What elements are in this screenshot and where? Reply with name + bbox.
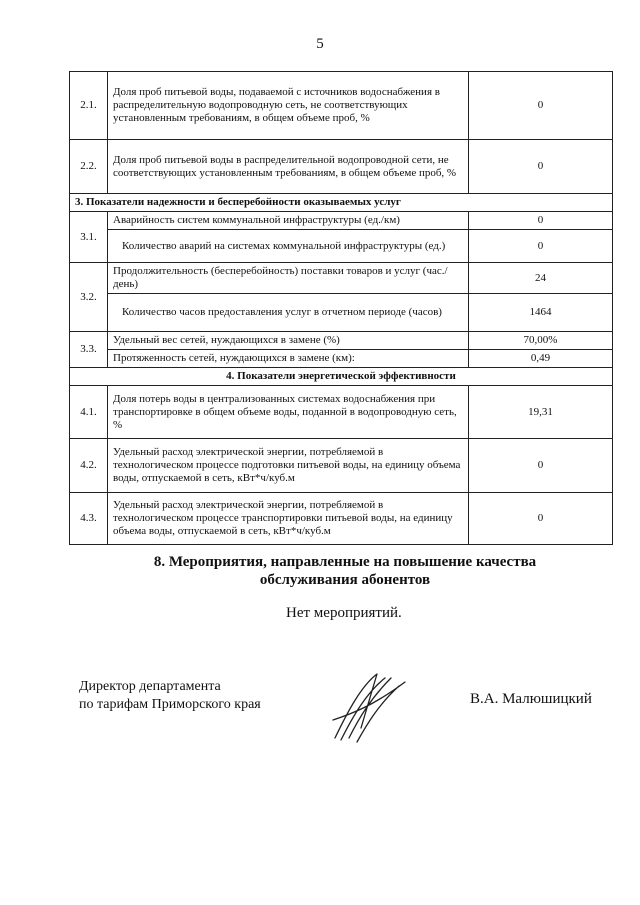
handwritten-signature bbox=[327, 668, 417, 748]
table-row bbox=[70, 263, 613, 294]
section-3-title: 3. Показатели надежности и бесперебойности оказываемых услуг bbox=[70, 194, 613, 212]
table-row bbox=[70, 230, 613, 263]
table-row bbox=[70, 350, 613, 368]
row-value: 70,00% bbox=[469, 332, 613, 350]
row-number: 2.1. bbox=[70, 72, 108, 140]
table-row bbox=[70, 140, 613, 194]
signatory-position bbox=[79, 678, 261, 714]
row-value: 24 bbox=[469, 263, 613, 294]
table-row bbox=[70, 493, 613, 545]
row-description: Продолжительность (бесперебойность) поставки товаров и услуг (час./день) bbox=[108, 263, 469, 294]
table-row bbox=[70, 332, 613, 350]
indicators-table bbox=[69, 71, 613, 545]
page-number: 5 bbox=[316, 36, 324, 52]
table-row bbox=[70, 212, 613, 230]
row-value: 0 bbox=[469, 493, 613, 545]
row-value: 0 bbox=[469, 230, 613, 263]
section-header bbox=[70, 194, 613, 212]
section-8-heading bbox=[0, 553, 640, 589]
row-value: 0 bbox=[469, 140, 613, 194]
row-description: Доля потерь воды в централизованных системах водоснабжения при транспортировке в общем объеме воды, поданной в водопроводную сеть, % bbox=[108, 386, 469, 439]
table-row bbox=[70, 439, 613, 493]
row-description: Аварийность систем коммунальной инфраструктуры (ед./км) bbox=[108, 212, 469, 230]
row-description: Количество часов предоставления услуг в отчетном периоде (часов) bbox=[108, 294, 469, 332]
no-measures-text: Нет мероприятий. bbox=[286, 605, 402, 621]
row-description: Удельный расход электрической энергии, потребляемой в технологическом процессе подготовки питьевой воды, на единицу объема воды, отпускаемой в сеть, кВт*ч/куб.м bbox=[108, 439, 469, 493]
section-8-heading-line1: 8. Мероприятия, направленные на повышение качества bbox=[153, 554, 537, 570]
row-value: 0 bbox=[469, 72, 613, 140]
row-value: 19,31 bbox=[469, 386, 613, 439]
row-description: Удельный вес сетей, нуждающихся в замене (%) bbox=[108, 332, 469, 350]
row-number: 4.1. bbox=[70, 386, 108, 439]
row-number: 3.3. bbox=[70, 332, 108, 368]
row-number: 4.3. bbox=[70, 493, 108, 545]
row-description: Удельный расход электрической энергии, потребляемой в технологическом процессе транспортировки питьевой воды, на единицу объема воды, отпускаемой в сеть, кВт*ч/куб.м bbox=[108, 493, 469, 545]
table-row bbox=[70, 72, 613, 140]
row-number: 2.2. bbox=[70, 140, 108, 194]
row-number: 3.1. bbox=[70, 212, 108, 263]
table-row bbox=[70, 386, 613, 439]
section-4-title: 4. Показатели энергетической эффективности bbox=[70, 368, 613, 386]
position-line-1: Директор департамента bbox=[79, 679, 221, 694]
section-header bbox=[70, 368, 613, 386]
row-value: 0 bbox=[469, 439, 613, 493]
row-value: 1464 bbox=[469, 294, 613, 332]
row-value: 0,49 bbox=[469, 350, 613, 368]
section-8-heading-line2: обслуживания абонентов bbox=[259, 572, 431, 588]
row-number: 4.2. bbox=[70, 439, 108, 493]
row-number: 3.2. bbox=[70, 263, 108, 332]
row-value: 0 bbox=[469, 212, 613, 230]
row-description: Доля проб питьевой воды в распределительной водопроводной сети, не соответствующих установленным требованиям, в общем объеме проб, % bbox=[108, 140, 469, 194]
position-line-2: по тарифам Приморского края bbox=[79, 697, 261, 712]
table-row bbox=[70, 294, 613, 332]
row-description: Протяженность сетей, нуждающихся в замене (км): bbox=[108, 350, 469, 368]
signatory-name: В.А. Малюшицкий bbox=[470, 691, 592, 707]
row-description: Доля проб питьевой воды, подаваемой с источников водоснабжения в распределительную водопроводную сеть, не соответствующих установленным требованиям, в общем объеме проб, % bbox=[108, 72, 469, 140]
row-description: Количество аварий на системах коммунальной инфраструктуры (ед.) bbox=[108, 230, 469, 263]
